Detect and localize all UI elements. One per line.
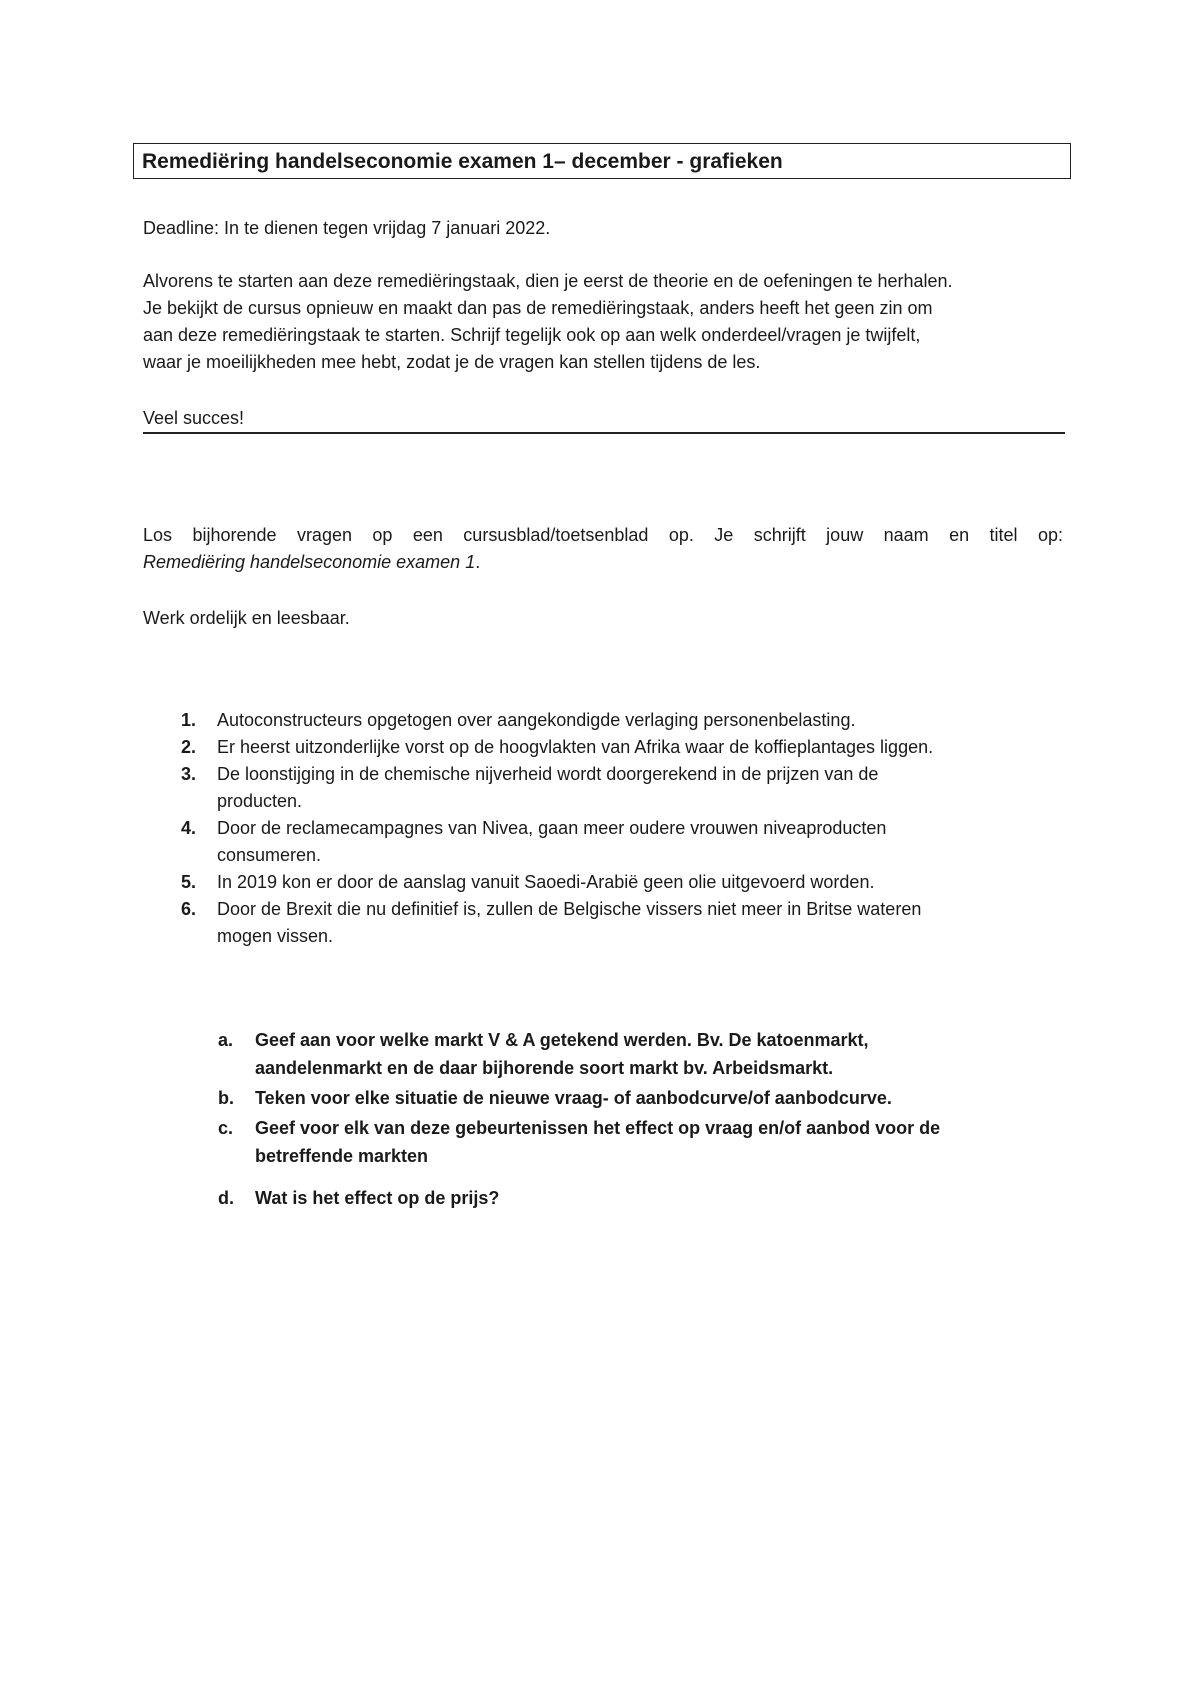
list-item-text: De loonstijging in de chemische nijverheid wordt doorgerekend in de prijzen van de [217,764,879,784]
task-text: Geef voor elk van deze gebeurtenissen het effect op vraag en/of aanbod voor de [255,1118,941,1138]
list-item-text: In 2019 kon er door de aanslag vanuit Saoedi-Arabië geen olie uitgevoerd worden. [217,872,875,892]
document-title: Remediëring handelseconomie examen 1– december - grafieken [133,143,1071,179]
intro-line: Je bekijkt de cursus opnieuw en maakt dan pas de remediëringstaak, anders heeft het geen zin om [143,298,933,318]
task-item [210,1114,1070,1170]
task-text: betreffende markten [255,1146,429,1166]
list-item-text: Door de reclamecampagnes van Nivea, gaan meer oudere vrouwen niveaproducten [217,818,887,838]
task-text: Teken voor elke situatie de nieuwe vraag- of aanbodcurve/of aanbodcurve. [255,1088,892,1108]
list-item [170,815,1070,869]
good-luck-text: Veel succes! [143,408,245,428]
tasks-list [210,1026,1070,1214]
instructions-line: Los bijhorende vragen op een cursusblad/toetsenblad op. Je schrijft jouw naam en titel op: [143,525,1063,545]
intro-line: Alvorens te starten aan deze remediëringstaak, dien je eerst de theorie en de oefeningen te herhalen. [143,271,953,291]
intro-line: waar je moeilijkheden mee hebt, zodat je de vragen kan stellen tijdens de les. [143,352,761,372]
task-letter: b. [218,1088,234,1108]
list-item [170,896,1070,950]
task-text: aandelenmarkt en de daar bijhorende soort markt bv. Arbeidsmarkt. [255,1058,834,1078]
list-item-text: mogen vissen. [217,926,334,946]
list-item-text: Door de Brexit die nu definitief is, zullen de Belgische vissers niet meer in Britse wateren [217,899,922,919]
list-item-text: Autoconstructeurs opgetogen over aangekondigde verlaging personenbelasting. [217,710,856,730]
work-neatly-text: Werk ordelijk en leesbaar. [143,608,350,628]
list-number: 6. [181,899,197,919]
instructions-title-reference [143,549,1063,576]
task-text: Geef aan voor welke markt V & A getekend werden. Bv. De katoenmarkt, [255,1030,869,1050]
horizontal-divider [143,432,1065,434]
list-item [170,761,1070,815]
list-item [170,869,1070,896]
title-reference: Remediëring handelseconomie examen 1 [143,552,476,572]
list-number: 5. [181,872,197,892]
task-item [210,1084,1070,1112]
intro-paragraph [143,268,1063,376]
list-number: 1. [181,710,197,730]
list-number: 2. [181,737,197,757]
list-item-text: Er heerst uitzonderlijke vorst op de hoogvlakten van Afrika waar de koffieplantages liggen. [217,737,934,757]
list-item-text: consumeren. [217,845,322,865]
task-item [210,1026,1070,1082]
deadline-text: Deadline: In te dienen tegen vrijdag 7 januari 2022. [143,218,551,238]
list-item [170,707,1070,734]
task-letter: c. [218,1118,234,1138]
list-item-text: producten. [217,791,303,811]
task-letter: a. [218,1030,234,1050]
list-number: 3. [181,764,197,784]
intro-line: aan deze remediëringstaak te starten. Schrijf tegelijk ook op aan welk onderdeel/vragen je twijfelt, [143,325,921,345]
task-text: Wat is het effect op de prijs? [255,1188,500,1208]
period: . [475,552,481,572]
task-letter: d. [218,1188,234,1208]
list-number: 4. [181,818,197,838]
task-item [210,1184,1070,1212]
situations-list [170,707,1070,950]
instructions-paragraph [143,522,1063,576]
list-item [170,734,1070,761]
